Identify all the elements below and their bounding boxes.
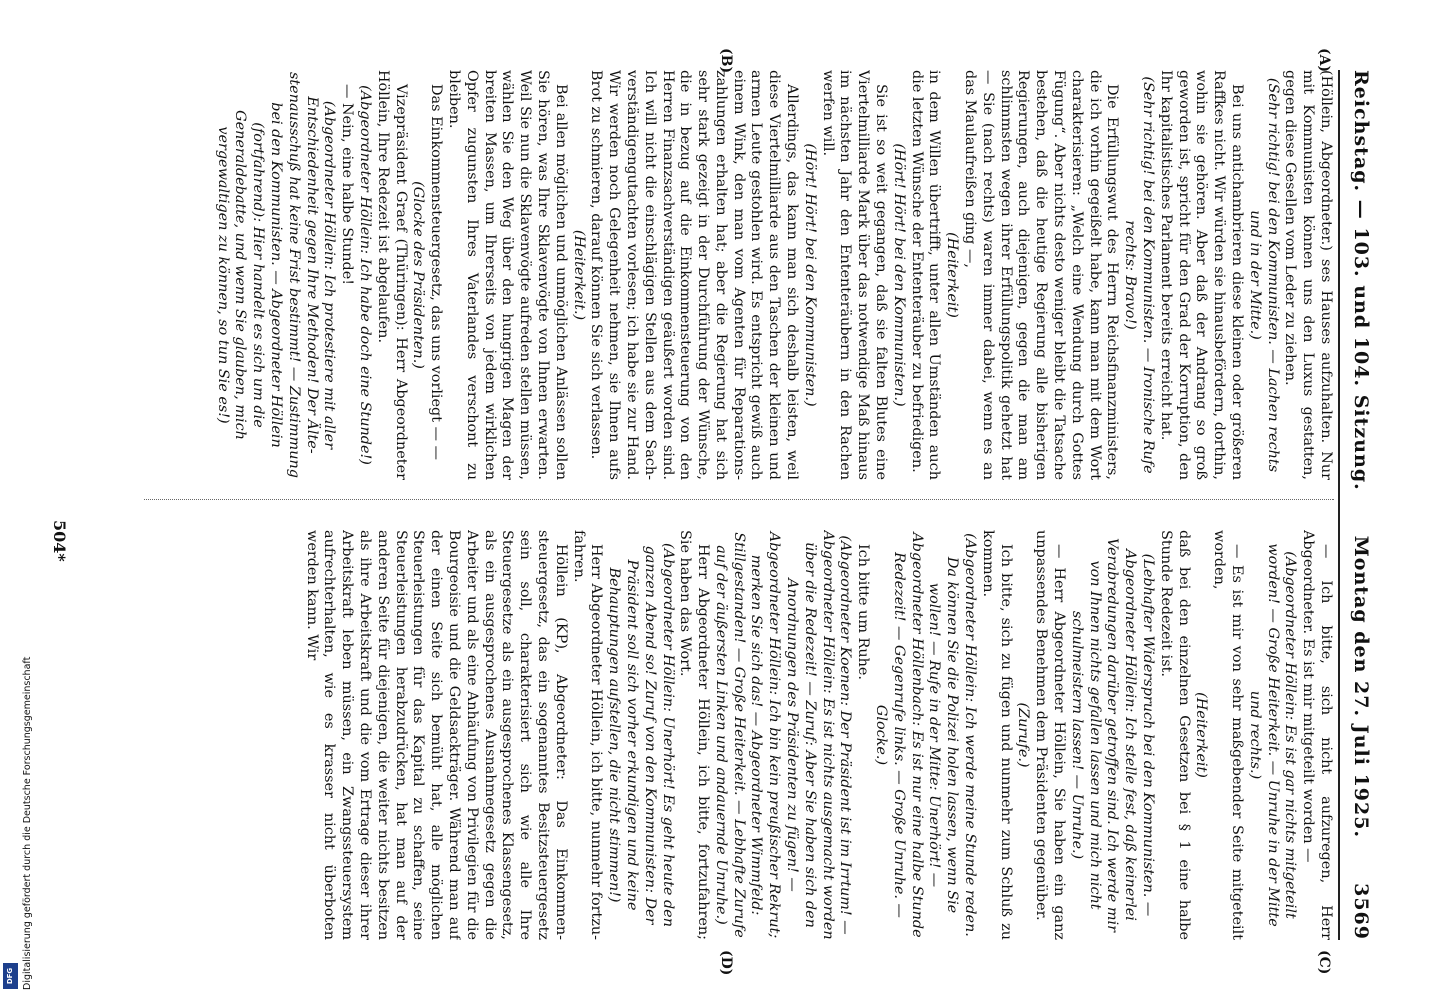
- paragraph: (Heiterkeit): [944, 232, 961, 318]
- paragraph: in dem Willen übertrifft, unter allen Umständen auch die letzten Wünsche der Ententeräuber zu befriedigen.: [908, 70, 943, 480]
- paragraph: — Herr Abgeordneter Höllein, Sie haben ein ganz unpassendes Benehmen dem Präsidenten gegenüber.: [1033, 530, 1068, 940]
- header-date: Montag den 27. Juli 1925.: [1350, 535, 1372, 839]
- paragraph: (Glocke des Präsidenten.): [410, 181, 427, 369]
- header-page-number: 3569: [1350, 883, 1372, 940]
- paragraph: daß bei den einzelnen Gesetzen bei § 1 eine halbe Stunde Redezeit ist.: [1157, 530, 1192, 940]
- text-column-left: [150, 70, 1334, 480]
- paragraph: Vizepräsident Graef (Thüringen): Herr Abgeordneter Höllein, Ihre Redezeit ist abgelaufen.: [374, 70, 409, 480]
- paragraph: — Ich bitte, sich nicht aufzuregen, Herr Abgeordneter. Es ist mir mitgeteilt worden —: [1300, 530, 1334, 940]
- paragraph: Bei uns antichambrieren diese kleinen oder größeren Raffkes nicht. Wir würden sie hinausbefördern, dorthin, wohin sie gehören. Aber daß der Andrang so groß geworden ist, spricht für den Grad der Korruption, den Ihr kapitalistisches Parlament bereits erreicht hat.: [1157, 70, 1246, 480]
- paragraph: (Hört! Hört! bei den Kommunisten.): [801, 143, 818, 407]
- digitization-sidebar: [0, 0, 33, 1000]
- paragraph: Die Erfüllungswut des Herrn Reichsfinanzministers, die ich vorhin gegeißelt habe, kann man mit dem Wort charakterisieren: „Welch eine Wendung durch Gottes Fügung“. Aber nichts desto weniger bleibt die Tatsache bestehen, daß die heutige Regierung alle bisherigen Regierungen, auch diejenigen, gegen die man am schlimmsten wegen ihrer Erfüllungspolitik gehetzt hat — Sie (nach rechts) waren immer dabei, wenn es an das Maulaufreißen ging —,: [962, 70, 1121, 480]
- column-divider: [144, 499, 1334, 500]
- dfg-logo-icon: DFG: [3, 963, 18, 989]
- text-column-right: [150, 530, 1334, 940]
- margin-marker-d: (D): [718, 950, 734, 976]
- paragraph: (Sehr richtig! bei den Kommunisten. — Ironische Rufe rechts: Bravo!): [1122, 76, 1157, 474]
- paragraph: (Heiterkeit): [1193, 692, 1210, 778]
- header-rule: [1338, 70, 1340, 940]
- paragraph: (Höllein, Abgeordneter.) ses Hauses aufzuhalten. Nur mit Kommunisten können uns den Luxus gestatten, gegen diese Gesellen vom Leder zu ziehen.: [1282, 70, 1334, 480]
- paragraph: Herr Abgeordneter Höllein, ich bitte, nunmehr fortzufahren.: [570, 530, 605, 940]
- paragraph: Sie ist so weit gegangen, daß sie falten Blutes eine Viertelmilliarde Mark über das notwendige Maß hinaus im nächsten Jahr den Ententeräubern in den Rachen werfen will.: [819, 70, 890, 480]
- paragraph: Höllein (KP), Abgeordneter: Das Einkommensteuergesetz, das ein sogenanntes Besitzsteuergesetz sein soll, charakterisiert sich wie alle Ihre Steuergesetze als ein ausgesprochenes Klassengesetz, als ein ausgesprochenes Ausnahmegesetz gegen die Arbeiter und als eine Anhäufung von Privilegien für die Bourgeoisie und die Geldsackträger. Während man auf der einen Seite sich bemüht hat, alle möglichen Steuerleistungen für das Kapital zu schaffen, seine Steuerleistungen herabzudrücken, hat man auf der anderen Seite für diejenigen, die weiter nichts besitzen als ihre Arbeitskraft und die vom Ertrage dieser ihrer Arbeitskraft leben müssen, ein Zwangssteuersystem aufrechterhalten, wie es krasser nicht überboten werden kann. Wir: [303, 530, 569, 940]
- margin-marker-a: (A): [1316, 48, 1332, 73]
- paragraph: Bei allen möglichen und unmöglichen Anlässen sollen Sie hören, was Ihre Sklavenvögte von Ihnen erwarten. Weil Sie nun die Sklavenvögte aufreden stellen müssen, wählen Sie den Weg über den hungrigen Magen der breiten Massen, um Ihrerseits von jedem wirklichen Opfer zugunsten Ihres Vaterlandes verschont zu bleiben.: [445, 70, 569, 480]
- paragraph: (Abgeordneter Koenen: Der Präsident ist im Irrtum! — Abgeordneter Höllein: Es ist nichts ausgemacht worden über die Redezeit! — Zuruf: Aber Sie haben sich den Anordnungen des Präsidenten zu fügen! — Abgeordneter Höllein: Ich bin kein preußischer Rekrut; merken Sie sich das! — Abgeordneter Wimmfeld: Stillgestanden! — Große Heiterkeit. — Lebhafte Zurufe auf der äußersten Linken und andauernde Unruhe.): [712, 530, 854, 940]
- paragraph: Herr Abgeordneter Höllein, ich bitte, fortzufahren; Sie haben das Wort.: [677, 530, 712, 940]
- paragraph: (Hört! Hört! bei den Kommunisten.): [890, 143, 907, 407]
- paragraph: (Lebhafter Widerspruch bei den Kommunisten. — Abgeordneter Höllein: Ich stelle fest, daß keinerlei Verabredungen darüber getroffen sind. Ich werde mir von Ihnen nichts gefallen lassen und mich nicht schulmeistern lassen! — Unruhe.): [1068, 537, 1157, 933]
- page-header: [1346, 70, 1376, 940]
- paragraph: Das Einkommensteuergesetz, das uns vorliegt — —: [428, 84, 445, 460]
- paragraph: Ich bitte um Ruhe.: [855, 544, 872, 681]
- margin-marker-b: (B): [718, 48, 734, 74]
- paragraph: (Abgeordneter Höllein: Es ist gar nichts mitgeteilt worden! — Große Heiterkeit. — Unruhe in der Mitte und rechts.): [1246, 543, 1299, 927]
- paragraph: (Abgeordneter Höllein: Ich protestiere mit aller Entschiedenheit gegen Ihre Methoden! Der Ältestenausschuß hat keine Frist bestimmt! — Zustimmung bei den Kommunisten. — Abgeordneter Höllein (fortfahrend): Hier handelt es sich um die Generaldebatte, und wenn Sie glauben, mich vergewaltigen zu können, so tun Sie es!): [214, 72, 338, 478]
- digitization-notice: Digitalisierung gefördert durch die Deutsche Forschungsgemeinschaft: [22, 656, 33, 990]
- paragraph: (Abgeordneter Höllein: Ich habe doch eine Stunde!): [356, 85, 373, 465]
- paragraph: (Heiterkeit.): [570, 229, 587, 321]
- header-session: Reichstag. — 103. und 104. Sitzung.: [1350, 70, 1372, 491]
- paragraph: — Nein, eine halbe Stunde!: [339, 84, 356, 286]
- paragraph: — Es ist mir von sehr maßgebender Seite mitgeteilt worden,: [1211, 530, 1246, 940]
- margin-marker-c: (C): [1316, 950, 1332, 975]
- sheet-signature: 504*: [50, 520, 69, 562]
- paragraph: (Sehr richtig! bei den Kommunisten. — Lachen rechts und in der Mitte.): [1246, 77, 1281, 473]
- paragraph: (Abgeordneter Höllein: Ich werde meine Stunde reden. Da können Sie die Polizei holen lassen, wenn Sie wollen! — Rufe in der Mitte: Unerhört! — Abgeordneter Höllenbach: Es ist nur eine halbe Stunde Redezeit! — Gegenrufe links. — Große Unruhe. — Glocke.): [873, 532, 979, 938]
- paragraph: (Zurufe.): [1015, 702, 1032, 768]
- paragraph: (Abgeordneter Höllein: Unerhört! Es geht heute den ganzen Abend so! Zuruf von den Kommunisten: Der Präsident soll sich vorher erkundigen und keine Behauptungen aufstellen, die nicht stimmen!): [606, 543, 676, 927]
- paragraph: Allerdings, das kann man sich deshalb leisten, weil diese Viertelmilliarde aus den Taschen der kleinen und armen Leute gestohlen wird. Es entspricht gewiß auch einem Wink, den man vom Agenten für Reparationszahlungen erhalten hat; aber die Regierung hat sich sehr stark gezeigt in der Durchführung der Wünsche, die in bezug auf die Einkommensteuerung von den Herren Finanzsachverständigen geäußert worden sind. Ich will nicht die einschlägigen Stellen aus dem Sachverständigengutachten vorlesen; ich habe sie zur Hand. Wir werden noch Gelegenheit nehmen, sie Ihnen aufs Brot zu schmieren, darauf können Sie sich verlassen.: [588, 70, 801, 480]
- paragraph: Ich bitte, sich zu fügen und nunmehr zum Schluß zu kommen.: [979, 530, 1014, 940]
